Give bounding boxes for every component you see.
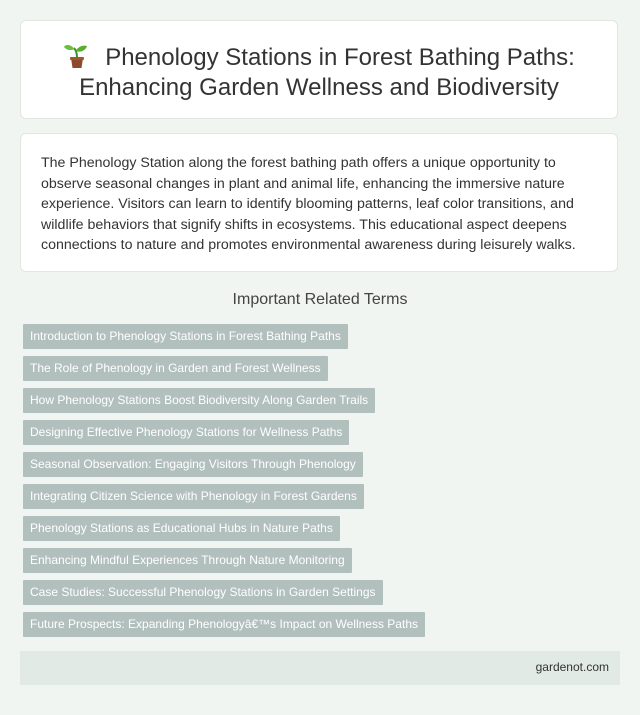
- title-card: [20, 20, 618, 119]
- intro-paragraph: The Phenology Station along the forest bathing path offers a unique opportunity to observe seasonal changes in plant and animal life, enhancing the immersive nature experience. Visitors can learn to identify blooming patterns, leaf color transitions, and wildlife behaviors that signify shifts in ecosystems. This educational aspect deepens connections to nature and promotes environmental awareness during leisurely walks.: [41, 155, 576, 254]
- related-term-tag[interactable]: Future Prospects: Expanding Phenologyâ€™s Impact on Wellness Paths: [23, 612, 425, 637]
- footer: [20, 651, 620, 685]
- page-title-text: Phenology Stations in Forest Bathing Paths: Enhancing Garden Wellness and Biodiversity: [79, 44, 575, 101]
- related-term-tag[interactable]: Integrating Citizen Science with Phenology in Forest Gardens: [23, 484, 364, 509]
- related-term-tag[interactable]: Seasonal Observation: Engaging Visitors Through Phenology: [23, 452, 363, 477]
- related-terms-heading: Important Related Terms: [232, 291, 408, 308]
- related-term-tag[interactable]: The Role of Phenology in Garden and Forest Wellness: [23, 356, 328, 381]
- page-title: [21, 43, 617, 103]
- related-term-tag[interactable]: Introduction to Phenology Stations in Forest Bathing Paths: [23, 324, 348, 349]
- seedling-icon: [63, 43, 91, 69]
- related-term-tag[interactable]: Phenology Stations as Educational Hubs in Nature Paths: [23, 516, 340, 541]
- footer-site-link[interactable]: gardenot.com: [535, 660, 609, 674]
- intro-card: [20, 133, 618, 272]
- related-term-tag[interactable]: Enhancing Mindful Experiences Through Nature Monitoring: [23, 548, 352, 573]
- related-term-tag[interactable]: How Phenology Stations Boost Biodiversity Along Garden Trails: [23, 388, 375, 413]
- related-term-tag[interactable]: Designing Effective Phenology Stations for Wellness Paths: [23, 420, 349, 445]
- related-terms-list: [23, 324, 425, 644]
- related-term-tag[interactable]: Case Studies: Successful Phenology Stations in Garden Settings: [23, 580, 383, 605]
